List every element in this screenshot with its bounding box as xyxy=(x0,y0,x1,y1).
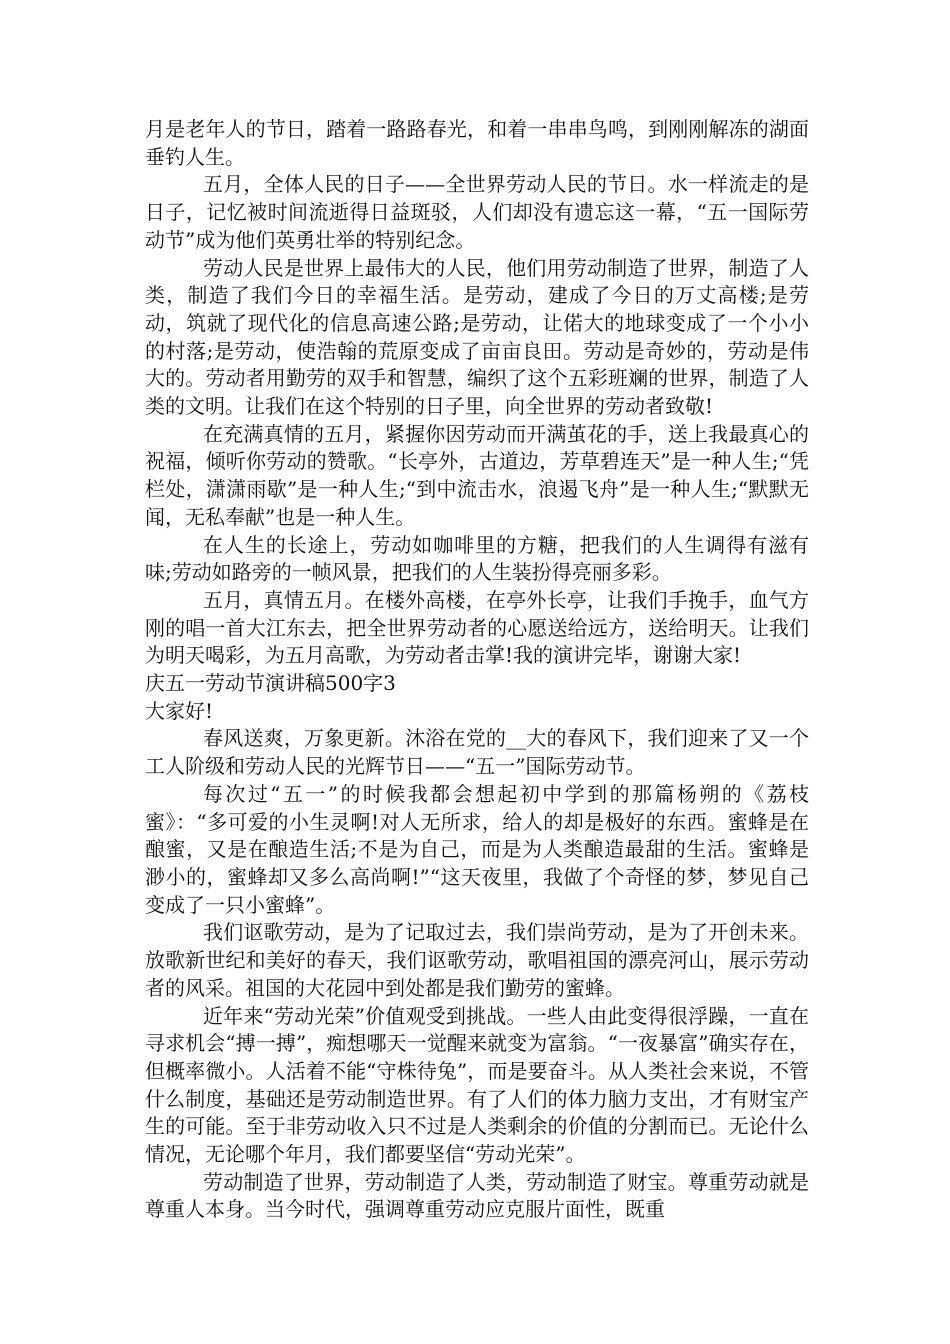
greeting: 大家好! xyxy=(145,698,214,723)
document-body xyxy=(145,116,809,1224)
paragraph-11: 劳动制造了世界，劳动制造了人类，劳动制造了财宝。尊重劳动就是尊重人本身。当今时代，强调尊重劳动应克服片面性，既重 xyxy=(145,1169,809,1222)
paragraph-5: 在人生的长途上，劳动如咖啡里的方糖，把我们的人生调得有滋有味;劳动如路旁的一帧风景，把我们的人生装扮得亮丽多彩。 xyxy=(145,532,809,585)
paragraph-7: 春风送爽，万象更新。沐浴在党的__大的春风下，我们迎来了又一个工人阶级和劳动人民的光辉节日——“五一”国际劳动节。 xyxy=(145,726,809,779)
paragraph-10: 近年来“劳动光荣”价值观受到挑战。一些人由此变得很浮躁，一直在寻求机会“搏一搏”，痴想哪天一觉醒来就变为富翁。“一夜暴富”确实存在，但概率微小。人活着不能“守株待兔”，而是要奋斗。从人类社会来说，不管什么制度，基础还是劳动制造世界。有了人们的体力脑力支出，才有财宝产生的可能。至于非劳动收入只不过是人类剩余的价值的分割而已。无论什么情况，无论哪个年月，我们都要坚信“劳动光荣”。 xyxy=(145,1003,809,1167)
paragraph-4: 在充满真情的五月，紧握你因劳动而开满茧花的手，送上我最真心的祝福，倾听你劳动的赞歌。“长亭外，古道边，芳草碧连天”是一种人生;“凭栏处，潇潇雨歇”是一种人生;“到中流击水，浪遏飞舟”是一种人生;“默默无闻，无私奉献”也是一种人生。 xyxy=(145,421,809,529)
paragraph-3: 劳动人民是世界上最伟大的人民，他们用劳动制造了世界，制造了人类，制造了我们今日的幸福生活。是劳动，建成了今日的万丈高楼;是劳动，筑就了现代化的信息高速公路;是劳动，让偌大的地球变成了一个小小的村落;是劳动，使浩翰的荒原变成了亩亩良田。劳动是奇妙的，劳动是伟大的。劳动者用勤劳的双手和智慧，编织了这个五彩班斓的世界，制造了人类的文明。让我们在这个特别的日子里，向全世界的劳动者致敬! xyxy=(145,255,809,419)
paragraph-9: 我们讴歌劳动，是为了记取过去，我们崇尚劳动，是为了开创未来。放歌新世纪和美好的春天，我们讴歌劳动，歌唱祖国的漂亮河山，展示劳动者的风采。祖国的大花园中到处都是我们勤劳的蜜蜂。 xyxy=(145,920,809,1000)
paragraph-1: 月是老年人的节日，踏着一路路春光，和着一串串鸟鸣，到刚刚解冻的湖面垂钓人生。 xyxy=(145,117,809,169)
paragraph-8: 每次过“五一”的时候我都会想起初中学到的那篇杨朔的《荔枝蜜》：“多可爱的小生灵啊!对人无所求，给人的却是极好的东西。蜜蜂是在酿蜜，又是在酿造生活;不是为自己，而是为人类酿造最甜的生活。蜜蜂是渺小的，蜜蜂却又多么高尚啊!”“这天夜里，我做了个奇怪的梦，梦见自己变成了一只小蜜蜂”。 xyxy=(145,781,809,917)
paragraph-2: 五月，全体人民的日子——全世界劳动人民的节日。水一样流走的是日子，记忆被时间流逝得日益斑驳，人们却没有遗忘这一幕，“五一国际劳动节”成为他们英勇壮举的特别纪念。 xyxy=(145,172,809,252)
paragraph-6: 五月，真情五月。在楼外高楼，在亭外长亭，让我们手挽手，血气方刚的唱一首大江东去，把全世界劳动者的心愿送给远方，送给明天。让我们为明天喝彩，为五月高歌，为劳动者击掌!我的演讲完毕，谢谢大家! xyxy=(145,587,809,668)
section-heading: 庆五一劳动节演讲稿500字3 xyxy=(145,671,396,696)
